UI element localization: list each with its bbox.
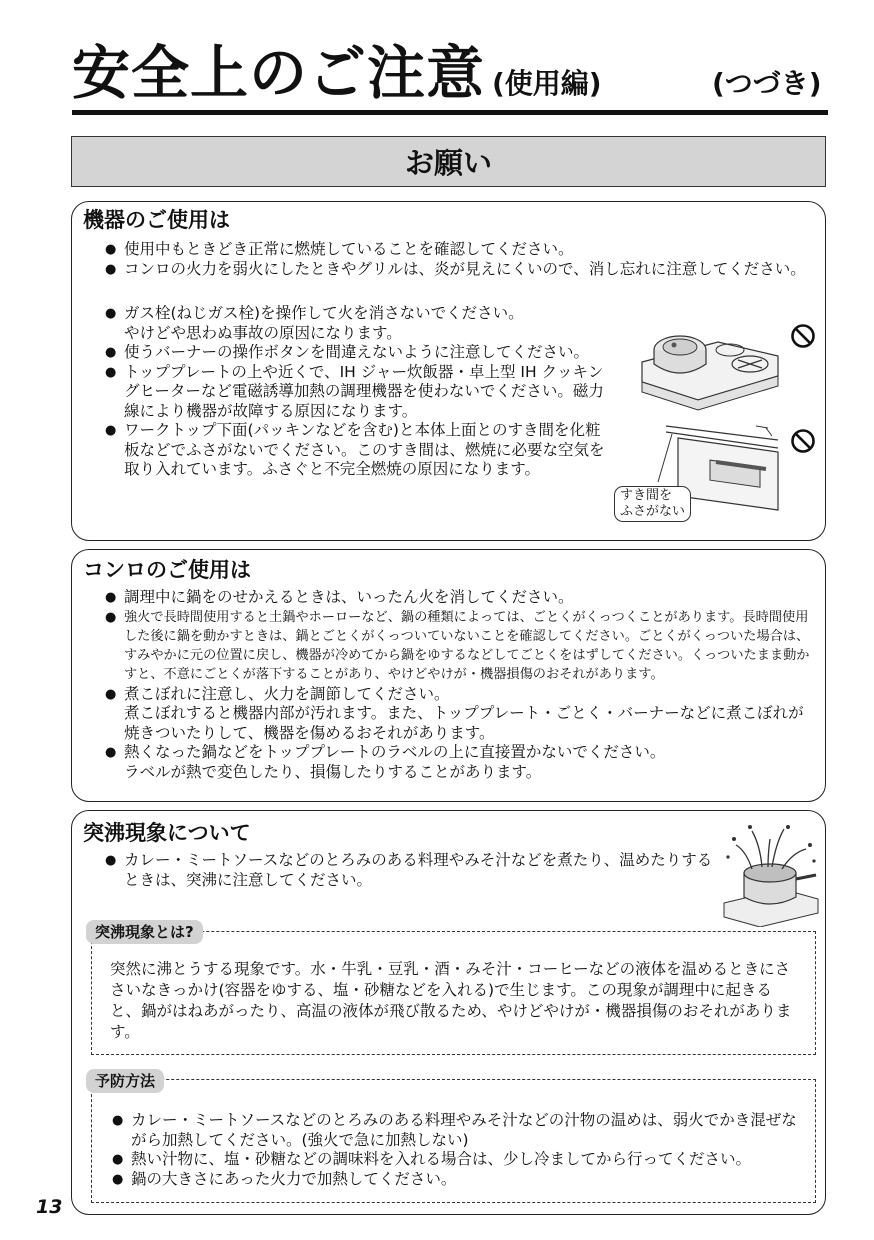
list-item: ● 使用中もときどき正常に燃焼していることを確認してください。 <box>105 240 817 260</box>
list-item: ● カレー・ミートソースなどのとろみのある料理やみそ汁などを煮たり、温めたりするときは、突沸に注意してください。 <box>105 851 715 890</box>
appliance-section-title: 機器のご使用は <box>83 208 230 232</box>
prevention-box <box>91 1079 816 1203</box>
boiling-pot-illustration <box>722 823 820 927</box>
bumping-section <box>71 810 826 1215</box>
page-title: 安全上のご注意 <box>72 39 486 107</box>
stove-rice-cooker-illustration <box>638 320 780 412</box>
prevention-list <box>112 1111 802 1189</box>
list-item: ● 調理中に鍋をのせかえるときは、いったん火を消してください。 <box>105 588 817 608</box>
gap-callout: すき間を ふさがない <box>614 486 691 522</box>
page-subtitle: (使用編) <box>492 67 602 100</box>
bumping-list <box>105 851 715 890</box>
continued-label: (つづき) <box>712 67 822 100</box>
request-banner <box>71 136 826 187</box>
prevention-tag: 予防方法 <box>86 1069 164 1093</box>
banner-label: お願い <box>404 146 492 180</box>
list-item: ● トッププレートの上や近くで、IH ジャー炊飯器・卓上型 IH クッキングヒーターなど電磁誘導加熱の調理機器を使わないでください。磁力線により機器が故障する原因になります。 <box>105 363 615 422</box>
list-item: ● 鍋の大きさにあった火力で加熱してください。 <box>112 1170 802 1190</box>
list-item: ● 煮こぼれに注意し、火力を調節してください。 煮こぼれすると機器内部が汚れます。また、トッププレート・ごとく・バーナーなどに煮こぼれが焼きついたりして、機器を傷めるおそれがあります。 <box>105 685 817 744</box>
bumping-definition-box <box>91 931 816 1055</box>
list-item: ● カレー・ミートソースなどのとろみのある料理やみそ汁などの汁物の温めは、弱火でかき混ぜながら加熱してください。(強火で急に加熱しない) <box>112 1111 802 1150</box>
appliance-section <box>71 201 826 541</box>
appliance-list-wide <box>105 240 817 279</box>
appliance-list-narrow <box>105 304 615 480</box>
list-item: ● 強火で長時間使用すると土鍋やホーローなど、鍋の種類によっては、ごとくがくっつくことがあります。長時間使用した後に鍋を動かすときは、鍋とごとくがくっついていないことを確認してください。ごとくがくっついた場合は、すみやかに元の位置に戻し、機器が冷めてから鍋をゆするなどしてごとくをはずしてください。くっついたまま動かすと、不意にごとくが落下することがあり、やけどやけが・機器損傷のおそれがあります。 <box>105 608 817 685</box>
stove-list <box>105 588 817 782</box>
bumping-definition-text: 突然に沸とうする現象です。水・牛乳・豆乳・酒・みそ汁・コーヒーなどの液体を温めるときにささいなきっかけ(容器をゆする、塩・砂糖などを入れる)で生じます。この現象が調理中に起きると、鍋がはねあがったり、高温の液体が飛び散るため、やけどやけが・機器損傷のおそれがあります。 <box>110 960 792 1041</box>
list-item: ● コンロの火力を弱火にしたときやグリルは、炎が見えにくいので、消し忘れに注意してください。 <box>105 260 817 280</box>
page-number: 13 <box>36 1196 63 1218</box>
bumping-section-title: 突沸現象について <box>83 821 251 845</box>
list-item: ● 熱い汁物に、塩・砂糖などの調味料を入れる場合は、少し冷ましてから行ってください。 <box>112 1150 802 1170</box>
stove-section <box>71 549 826 802</box>
list-item: ● ガス栓(ねじガス栓)を操作して火を消さないでください。 やけどや思わぬ事故の原因になります。 <box>105 304 615 343</box>
list-item: ● 熱くなった鍋などをトッププレートのラベルの上に直接置かないでください。 ラベルが熱で変色したり、損傷したりすることがあります。 <box>105 743 817 782</box>
title-underline <box>72 110 828 115</box>
prohibited-icon <box>790 428 816 454</box>
bumping-definition-tag: 突沸現象とは? <box>86 920 203 944</box>
prohibited-icon <box>790 323 816 349</box>
list-item: ● ワークトップ下面(パッキンなどを含む)と本体上面とのすき間を化粧板などでふさがないでください。このすき間は、燃焼に必要な空気を取り入れています。ふさぐと不完全燃焼の原因になります。 <box>105 421 615 480</box>
stove-section-title: コンロのご使用は <box>83 558 251 582</box>
list-item: ● 使うバーナーの操作ボタンを間違えないように注意してください。 <box>105 343 615 363</box>
